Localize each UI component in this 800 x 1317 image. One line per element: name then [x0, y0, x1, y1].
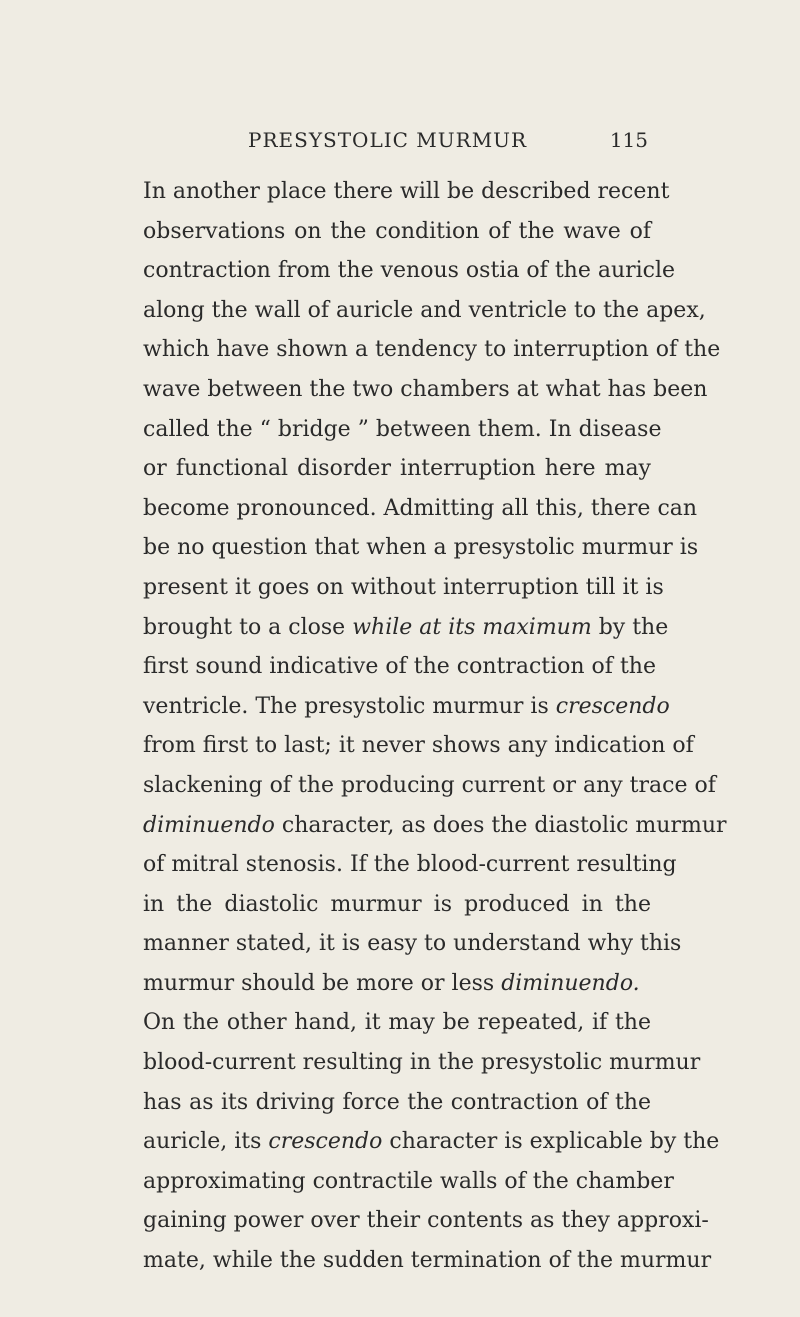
text-line: wave between the two chambers at what has been — [143, 376, 708, 402]
text-line: which have shown a tendency to interruption of the — [143, 337, 721, 363]
text-line: approximating contractile walls of the chamber — [143, 1168, 674, 1194]
page-number: 115 — [609, 128, 648, 152]
text-line: ventricle. The presystolic murmur is crescendo — [143, 693, 670, 719]
text-line: be no question that when a presystolic murmur is — [143, 535, 699, 561]
text-line: called the “ bridge ” between them. In disease — [143, 416, 662, 442]
text-line: manner stated, it is easy to understand why this — [143, 931, 682, 957]
italic-phrase: diminuendo. — [501, 970, 640, 996]
italic-phrase: diminuendo — [143, 812, 275, 838]
text-line: become pronounced. Admitting all this, there can — [143, 495, 698, 521]
text-line: blood-current resulting in the presystolic murmur — [143, 1050, 701, 1076]
text-line: or functional disorder interruption here may — [143, 456, 651, 482]
italic-phrase: crescendo — [268, 1129, 383, 1155]
text-line: gaining power over their contents as they approxi- — [143, 1208, 709, 1234]
text-line: in the diastolic murmur is produced in the — [143, 891, 651, 917]
text-line: from first to last; it never shows any indication of — [143, 733, 694, 759]
text-line: present it goes on without interruption till it is — [143, 574, 664, 600]
body-text — [143, 172, 727, 1281]
text-line: observations on the condition of the wave of — [143, 218, 651, 244]
running-title: PRESYSTOLIC MURMUR — [248, 128, 528, 152]
text-line: In another place there will be described recent — [143, 179, 670, 204]
text-line: of mitral stenosis. If the blood-current resulting — [143, 852, 677, 878]
text-line: along the wall of auricle and ventricle to the apex, — [143, 297, 706, 323]
text-line: first sound indicative of the contraction of the — [143, 654, 656, 680]
text-line: contraction from the venous ostia of the auricle — [143, 258, 676, 284]
text-line: mate, while the sudden termination of the murmur — [143, 1248, 712, 1274]
running-head — [248, 128, 648, 160]
text-line: murmur should be more or less diminuendo. — [143, 970, 640, 996]
italic-phrase: while at its maximum — [352, 614, 592, 640]
italic-phrase: crescendo — [555, 693, 670, 719]
text-line: slackening of the producing current or any trace of — [143, 772, 716, 798]
text-line: has as its driving force the contraction of the — [143, 1089, 651, 1115]
text-line: auricle, its crescendo character is explicable by the — [143, 1129, 720, 1155]
text-line: On the other hand, it may be repeated, if the — [143, 1010, 651, 1036]
text-line: brought to a close while at its maximum by the — [143, 614, 669, 640]
text-line: diminuendo character, as does the diastolic murmur — [143, 812, 727, 838]
